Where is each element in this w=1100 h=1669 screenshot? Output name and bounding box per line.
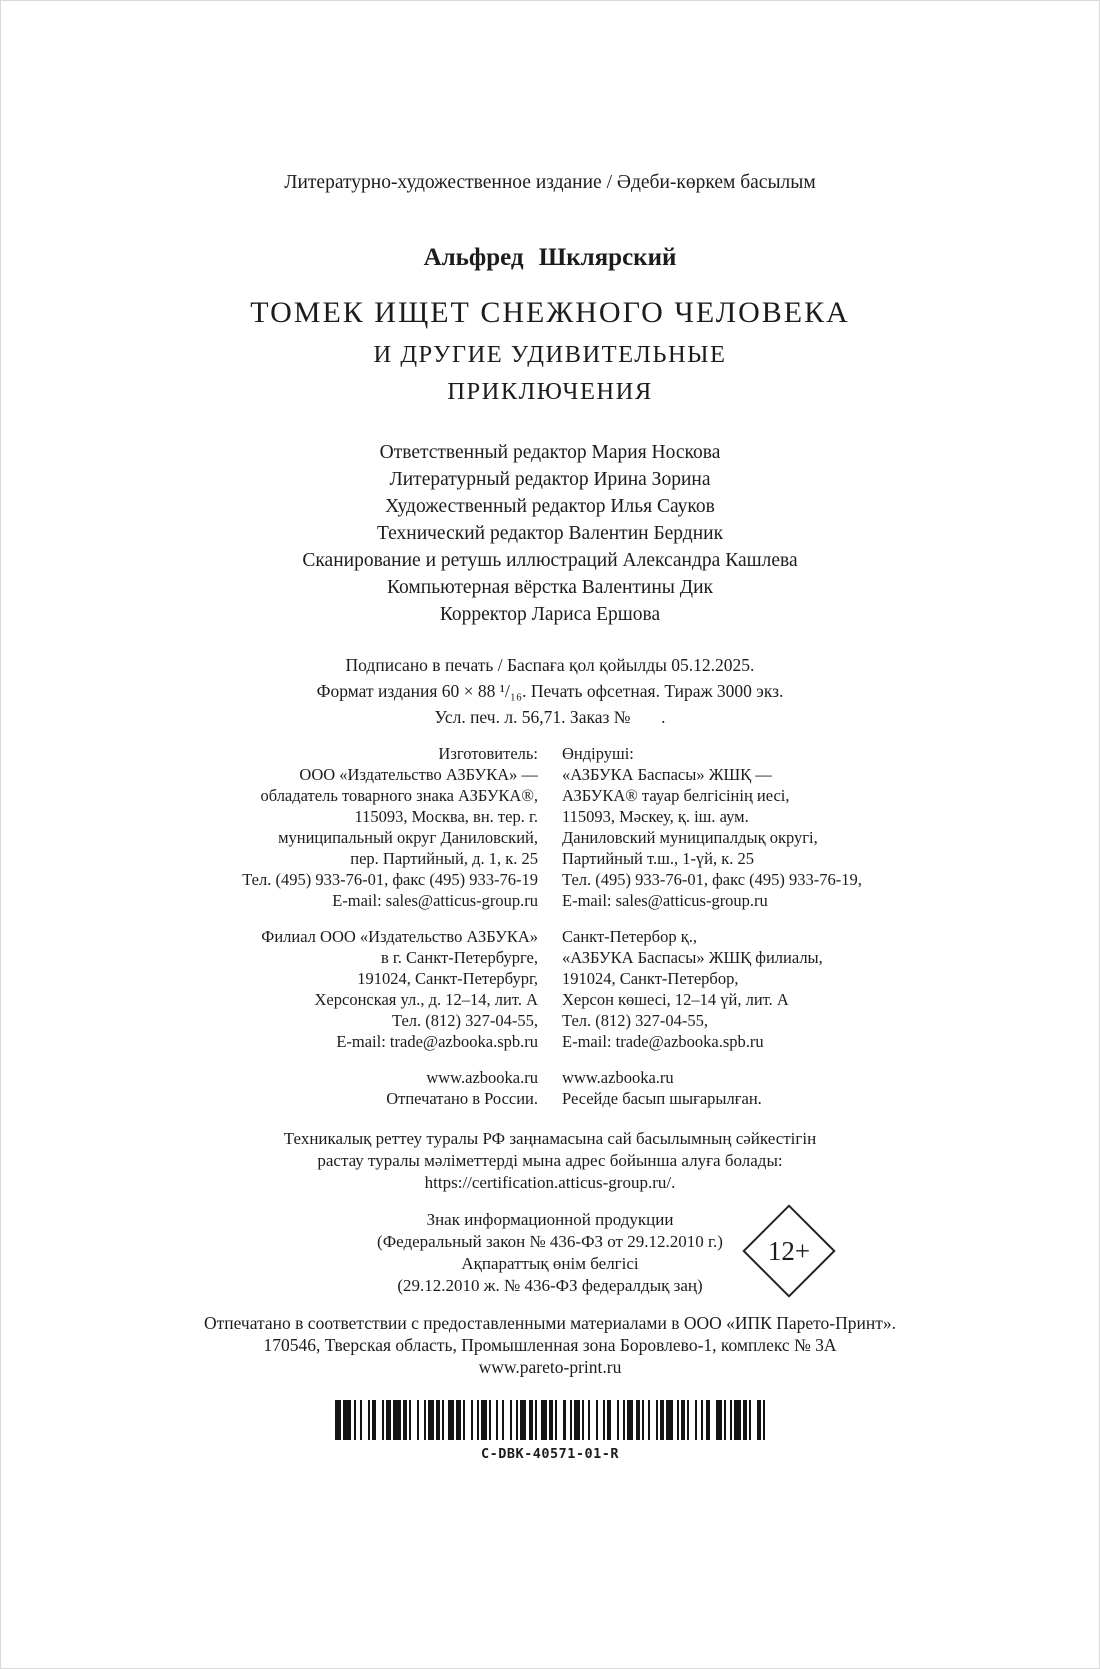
- printer-line: 170546, Тверская область, Промышленная зона Боровлево-1, комплекс № 3А: [263, 1335, 837, 1355]
- certification-block: [1, 1128, 1099, 1194]
- branch-kz-line: E-mail: trade@azbooka.spb.ru: [562, 1032, 764, 1051]
- credit-line: Литературный редактор Ирина Зорина: [389, 469, 711, 490]
- credit-line: Сканирование и ретушь иллюстраций Александра Кашлева: [302, 550, 798, 571]
- print-info-line: Усл. печ. л. 56,71. Заказ № .: [434, 707, 666, 727]
- manufacturer-kz-line: E-mail: sales@atticus-group.ru: [562, 891, 768, 910]
- branch-kz-line: 191024, Санкт-Петербор,: [562, 969, 739, 988]
- barcode: [335, 1400, 765, 1440]
- barcode-block: [1, 1400, 1099, 1462]
- credit-line: Компьютерная вёрстка Валентины Дик: [387, 577, 713, 598]
- branch-ru-line: 191024, Санкт-Петербург,: [357, 969, 538, 988]
- website-printed-block: [186, 1067, 914, 1109]
- web-print-kz-line: www.azbooka.ru: [562, 1068, 674, 1087]
- printer-line: www.pareto-print.ru: [478, 1357, 622, 1377]
- manufacturer-kz-line: Даниловский муниципалдық округі,: [562, 828, 818, 847]
- branch-ru-line: Херсонская ул., д. 12–14, лит. А: [314, 990, 538, 1009]
- manufacturer-ru-line: ООО «Издательство АЗБУКА» —: [299, 765, 538, 784]
- manufacturer-kz-line: «АЗБУКА Баспасы» ЖШҚ —: [562, 765, 772, 784]
- printer-block: [1, 1312, 1099, 1378]
- branch-ru-line: Филиал ООО «Издательство АЗБУКА»: [261, 927, 538, 946]
- print-info-line: Подписано в печать / Баспаға қол қойылды 05.12.2025.: [345, 655, 755, 675]
- certification-line: Техникалық реттеу туралы РФ заңнамасына сай басылымның сәйкестігін: [283, 1129, 817, 1148]
- book-title-line1: ТОМЕК ИЩЕТ СНЕЖНОГО ЧЕЛОВЕКА: [250, 296, 850, 329]
- credit-line: Технический редактор Валентин Бердник: [376, 523, 724, 544]
- info-sign-line: (Федеральный закон № 436-ФЗ от 29.12.2010 г.): [377, 1232, 723, 1251]
- manufacturer-kz-line: Өндіруші:: [562, 744, 634, 763]
- branch-kazakh-column: [562, 926, 914, 1052]
- manufacturer-kazakh-column: [562, 743, 914, 911]
- manufacturer-russian-column: [186, 743, 538, 911]
- web-print-ru-line: www.azbooka.ru: [426, 1068, 538, 1087]
- branch-block: [186, 926, 914, 1052]
- info-sign-line: Ақпараттық өнім белгісі: [461, 1254, 639, 1273]
- manufacturer-kz-line: 115093, Мәскеу, қ. іш. аум.: [562, 807, 749, 826]
- info-sign-text: [1, 1209, 1099, 1297]
- print-run-info-block: [1, 652, 1099, 730]
- manufacturer-kz-line: АЗБУКА® тауар белгісінің иесі,: [562, 786, 790, 805]
- age-rating-badge: [741, 1203, 837, 1299]
- credit-line: Корректор Лариса Ершова: [439, 604, 661, 625]
- credit-line: Ответственный редактор Мария Носкова: [379, 442, 721, 463]
- info-sign-line: (29.12.2010 ж. № 436-ФЗ федералдық заң): [397, 1276, 703, 1295]
- book-title-line3: ПРИКЛЮЧЕНИЯ: [447, 378, 653, 405]
- branch-kz-line: Санкт-Петербор қ.,: [562, 927, 697, 946]
- manufacturer-ru-line: пер. Партийный, д. 1, к. 25: [350, 849, 538, 868]
- manufacturer-ru-line: обладатель товарного знака АЗБУКА®,: [260, 786, 538, 805]
- manufacturer-ru-line: Тел. (495) 933-76-01, факс (495) 933-76-19: [242, 870, 538, 889]
- website-printed-russian-column: [186, 1067, 538, 1109]
- certification-line: https://certification.atticus-group.ru/.: [424, 1173, 676, 1192]
- print-info-line: Формат издания 60 × 88 ¹/₁₆. Печать офсетная. Тираж 3000 экз.: [316, 681, 784, 701]
- manufacturer-kz-line: Тел. (495) 933-76-01, факс (495) 933-76-19,: [562, 870, 862, 889]
- info-sign-line: Знак информационной продукции: [426, 1210, 674, 1229]
- book-title-line2: И ДРУГИЕ УДИВИТЕЛЬНЫЕ: [373, 341, 727, 368]
- manufacturer-ru-line: Изготовитель:: [438, 744, 538, 763]
- manufacturer-ru-line: 115093, Москва, вн. тер. г.: [354, 807, 538, 826]
- certification-line: растау туралы мәліметтерді мына адрес бойынша алуға болады:: [317, 1151, 783, 1170]
- branch-kz-line: «АЗБУКА Баспасы» ЖШҚ филиалы,: [562, 948, 823, 967]
- printer-line: Отпечатано в соответствии с предоставленными материалами в ООО «ИПК Парето-Принт».: [203, 1313, 897, 1333]
- edition-type-line: Литературно-художественное издание / Әдеби-көркем басылым: [284, 172, 816, 193]
- barcode-label: C-DBK-40571-01-R: [480, 1446, 620, 1462]
- branch-ru-line: Тел. (812) 327-04-55,: [392, 1011, 538, 1030]
- website-printed-kazakh-column: [562, 1067, 914, 1109]
- branch-russian-column: [186, 926, 538, 1052]
- web-print-kz-line: Ресейде басып шығарылған.: [562, 1089, 762, 1108]
- author-name: Альфред Шклярский: [423, 244, 677, 271]
- manufacturer-block: [186, 743, 914, 911]
- branch-kz-line: Херсон көшесі, 12–14 үй, лит. А: [562, 990, 789, 1009]
- credit-line: Художественный редактор Илья Сауков: [385, 496, 715, 517]
- editorial-credits-block: [1, 439, 1099, 628]
- manufacturer-kz-line: Партийный т.ш., 1-үй, к. 25: [562, 849, 755, 868]
- branch-kz-line: Тел. (812) 327-04-55,: [562, 1011, 708, 1030]
- branch-ru-line: E-mail: trade@azbooka.spb.ru: [336, 1032, 538, 1051]
- manufacturer-ru-line: E-mail: sales@atticus-group.ru: [332, 891, 538, 910]
- branch-ru-line: в г. Санкт-Петербурге,: [380, 948, 538, 967]
- age-rating-label: 12+: [767, 1236, 811, 1266]
- info-sign-block: [1, 1209, 1099, 1297]
- manufacturer-ru-line: муниципальный округ Даниловский,: [278, 828, 538, 847]
- web-print-ru-line: Отпечатано в России.: [386, 1089, 538, 1108]
